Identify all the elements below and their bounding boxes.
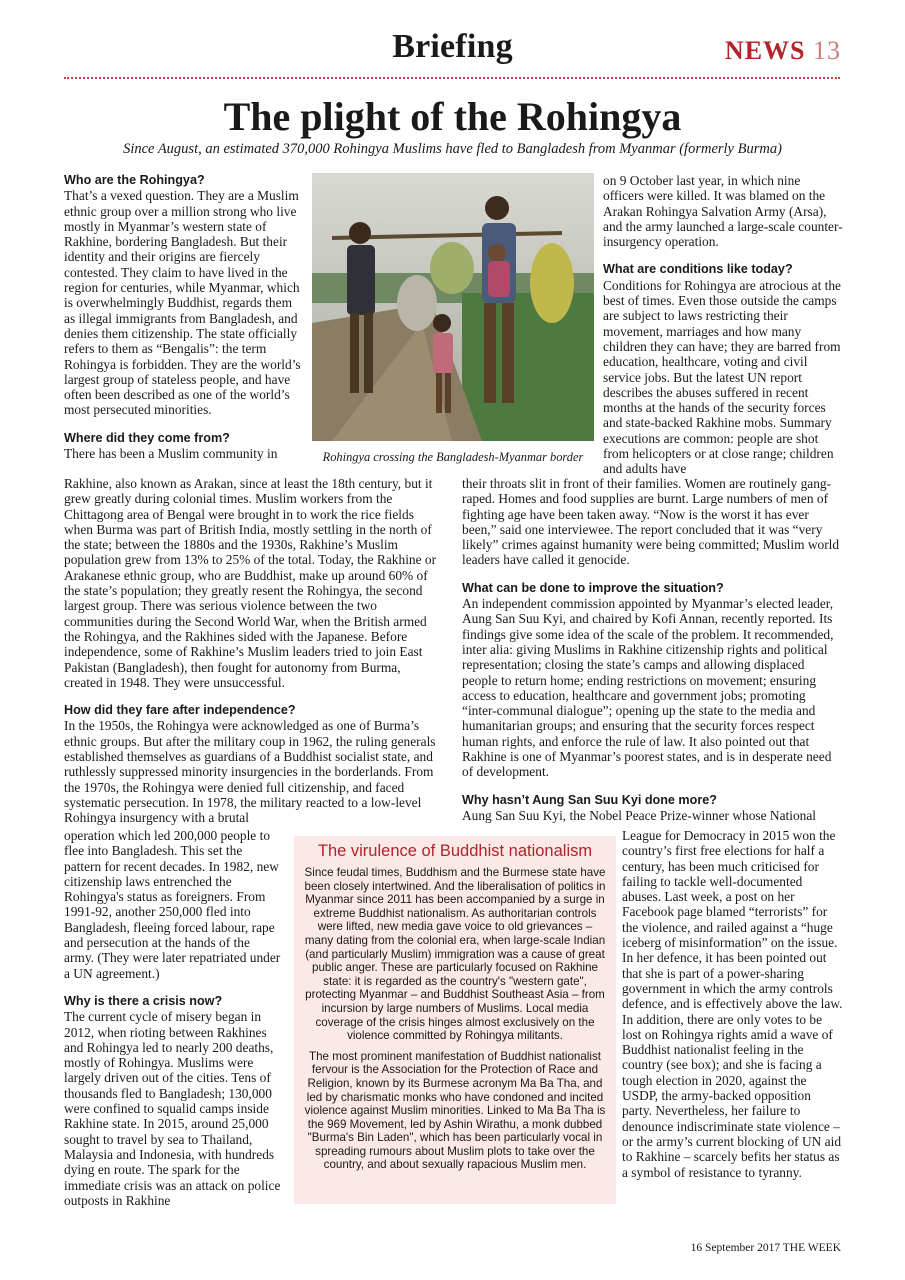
left-column-top [64,173,304,461]
photo-illustration [312,173,594,441]
answer-paragraph: League for Democracy in 2015 won the country’s first free elections for half a century, has been much criticised for failing to tackle well-documented abuses. Last week, a post on her Facebook page blamed “terrorists” for the violence, and railed against a “huge iceberg of misinformation” on the issue. In her defence, it has been pointed out that she is part of a power-sharing government in which the army controls defence, and is effectively above the law. In addition, there are only votes to be lost on Rohingya rights amid a wave of Buddhist nationalist feeling in the country (see box); and she is facing a tough election in 2020, against the USDP, the army-backed opposition party. Nevertheless, her failure to denounce indiscriminate state violence – or the army’s current blocking of UN aid to Rakhine – scarcely befits her status as a symbol of resistance to tyranny. [622,828,843,1180]
answer-paragraph: their throats slit in front of their families. Women are routinely gang-raped. Homes and food supplies are burnt. Large numbers of men of fighting age have been taken away. “Now is the worst it has ever been,” said one interviewee. The report concluded that it was “very likely” crimes against humanity were being committed; Muslim world leaders have called it genocide. [462,476,840,568]
answer-paragraph: That’s a vexed question. They are a Muslim ethnic group over a million strong who live mostly in Myanmar’s western state of Rakhine, bordering Bangladesh. But their identity and their origins are fiercely contested. They claim to have lived in the region for centuries, while Myanmar, which is overwhelmingly Buddhist, regards them as illegal immigrants from Bangladesh, and denies them citizenship. The state officially refers to them as “Bengalis”: the term Rohingya is forbidden. They are the world’s largest group of stateless people, and have often been described as one of the world’s most persecuted minorities. [64,188,301,418]
question-heading: What can be done to improve the situation? [462,580,724,595]
question-heading: Who are the Rohingya? [64,173,205,187]
headline: The plight of the Rohingya [223,94,682,139]
answer-paragraph: Rakhine, also known as Arakan, since at least the 18th century, but it grew greatly during colonial times. Muslim workers from the Chittagong area of Bengal were brought in to work the rice fields when Burma was part of British India, mostly settling in the north of the state; between the 1880s and the 1930s, Rakhine’s Muslim population grew from 13% to 25% of the total. Today, the Rakhine or Arakanese ethnic group, who are Buddhist, make up around 60% of the state’s population; they greatly resent the Rohingya, the second largest group. There was serious violence between the two communities during the Second World War, when the British armed the Rohingya, and the Rakhines sided with the Japanese. Before independence, some of Rakhine’s Muslim leaders tried to join East Pakistan (Bangladesh), then fought for autonomy from Burma, created in 1948. They were unsuccessful. [64,476,437,690]
page-number: 13 [813,36,841,65]
box-title: The virulence of Buddhist nationalism [317,842,593,860]
answer-paragraph: In the 1950s, the Rohingya were acknowledged as one of Burma’s ethnic groups. But after the military coup in 1962, the ruling generals established themselves as guardians of a Buddhist socialist state, and ruthlessly suppressed minority insurgencies in the borderlands. From the 1970s, the Rohingya were denied full citizenship, and faced systematic persecution. In 1978, the military reacted to a low-level Rohingya insurgency with a brutal [64,718,436,826]
answer-paragraph: on 9 October last year, in which nine officers were killed. It was blamed on the Arakan Rohingya Salvation Army (Arsa), and the army launched a large-scale counter-insurgency operation. [603,173,843,250]
answer-paragraph: operation which led 200,000 people to flee into Bangladesh. This set the pattern for recent decades. In 1982, new citizenship laws entrenched the Rohingya's status as foreigners. From 1991-92, another 250,000 fled into Bangladesh, fleeing forced labour, rape and persecution at the hands of the army. (They were later repatriated under a UN agreement.) [64,828,281,981]
question-heading: Why is there a crisis now? [64,993,223,1008]
right-column-middle [462,476,842,823]
section-label [725,36,841,66]
answer-paragraph: Aung San Suu Kyi, the Nobel Peace Prize-winner whose National [462,807,817,823]
box-paragraph: Since feudal times, Buddhism and the Burmese state have been closely intertwined. And the liberalisation of politics in Myanmar since 2011 has been accompanied by a surge in extreme Buddhist nationalism. As authoritarian controls were lifted, new media gave voice to old grievances – many dating from the colonial era, when large-scale Indian (and particularly Muslim) immigration was a cause of great public anger. These are particularly focused on Rakhine state: it is regarded as the country's "western gate", protecting Myanmar – and Buddhist Southeast Asia – from incursion by large numbers of Muslims. Local media coverage of the crisis hinges almost exclusively on the violence committed by Rohingya militants. [304,866,606,1043]
folio: 16 September 2017 THE WEEK [690,1242,841,1254]
question-heading: What are conditions like today? [603,262,793,277]
answer-paragraph: Conditions for Rohingya are atrocious at the best of times. Even those outside the camps are subject to laws restricting their movement, marriages and how many children they can have; they are barred from education, healthcare, voting and civil service jobs. But the latest UN report describes the abuses suffered in recent months at the hands of the security forces and state-backed Rakhine mobs. Summary executions are common: people are shot from helicopters or at close range; children and adults have [603,277,842,477]
section-title: Briefing [392,28,513,65]
left-column-bottom [64,828,282,1208]
right-column-top [603,173,843,477]
right-column-bottom [622,828,844,1180]
sidebar-box [294,836,616,1204]
answer-paragraph: There has been a Muslim community in [64,446,278,462]
answer-paragraph: The current cycle of misery began in 2012, when rioting between Rakhines and Rohingya led to nearly 200 deaths, mostly of Rohingya. Muslims were largely driven out of the cities. Tens of thousands fled to Bangladesh; 130,000 were confined to squalid camps inside Rakhine state. In 2015, around 25,000 sought to travel by sea to Thailand, Malaysia and Indonesia, with hundreds dying en route. The spark for the immediate crisis was an attack on police outposts in Rakhine [64,1009,281,1208]
question-heading: Why hasn’t Aung San Suu Kyi done more? [462,792,717,807]
question-heading: How did they fare after independence? [64,703,296,718]
standfirst: Since August, an estimated 370,000 Rohingya Muslims have fled to Bangladesh from Myanmar (formerly Burma) [123,141,782,157]
answer-paragraph: An independent commission appointed by Myanmar’s elected leader, Aung San Suu Kyi, and chaired by Kofi Annan, recently reported. Its findings give some idea of the scale of the problem. It recommended, inter alia: giving Muslims in Rakhine citizenship rights and political representation; closing the state’s camps and allowing displaced people to return home; ending restrictions on movement; ensuring access to education, healthcare and government jobs; promoting “inter-communal dialogue”; opening up the state to the media and humanitarian groups; and ensuring that the security forces respect human rights, and enforce the rule of law. It also pointed out that Rakhine is one of Myanmar’s poorest states, and is in desperate need of development. [462,596,834,780]
question-heading: Where did they come from? [64,430,230,445]
photo-caption: Rohingya crossing the Bangladesh-Myanmar border [322,450,584,464]
news-label: NEWS [724,36,806,65]
box-paragraph: The most prominent manifestation of Buddhist nationalist fervour is the Association for the Protection of Race and Religion, known by its Burmese acronym Ma Ba Tha, and led by charismatic monks who have condoned and incited violence against Muslim minorities. Linked to Ma Ba Tha is the 969 Movement, led by Ashin Wirathu, a monk dubbed "Burma's Bin Laden", which has been particularly vocal in spreading rumours about Muslim plots to take over the country, and about sexually rapacious Muslim men. [304,1049,606,1172]
refugee-photo [312,173,594,441]
header-divider [64,77,840,79]
left-column-middle [64,476,440,826]
